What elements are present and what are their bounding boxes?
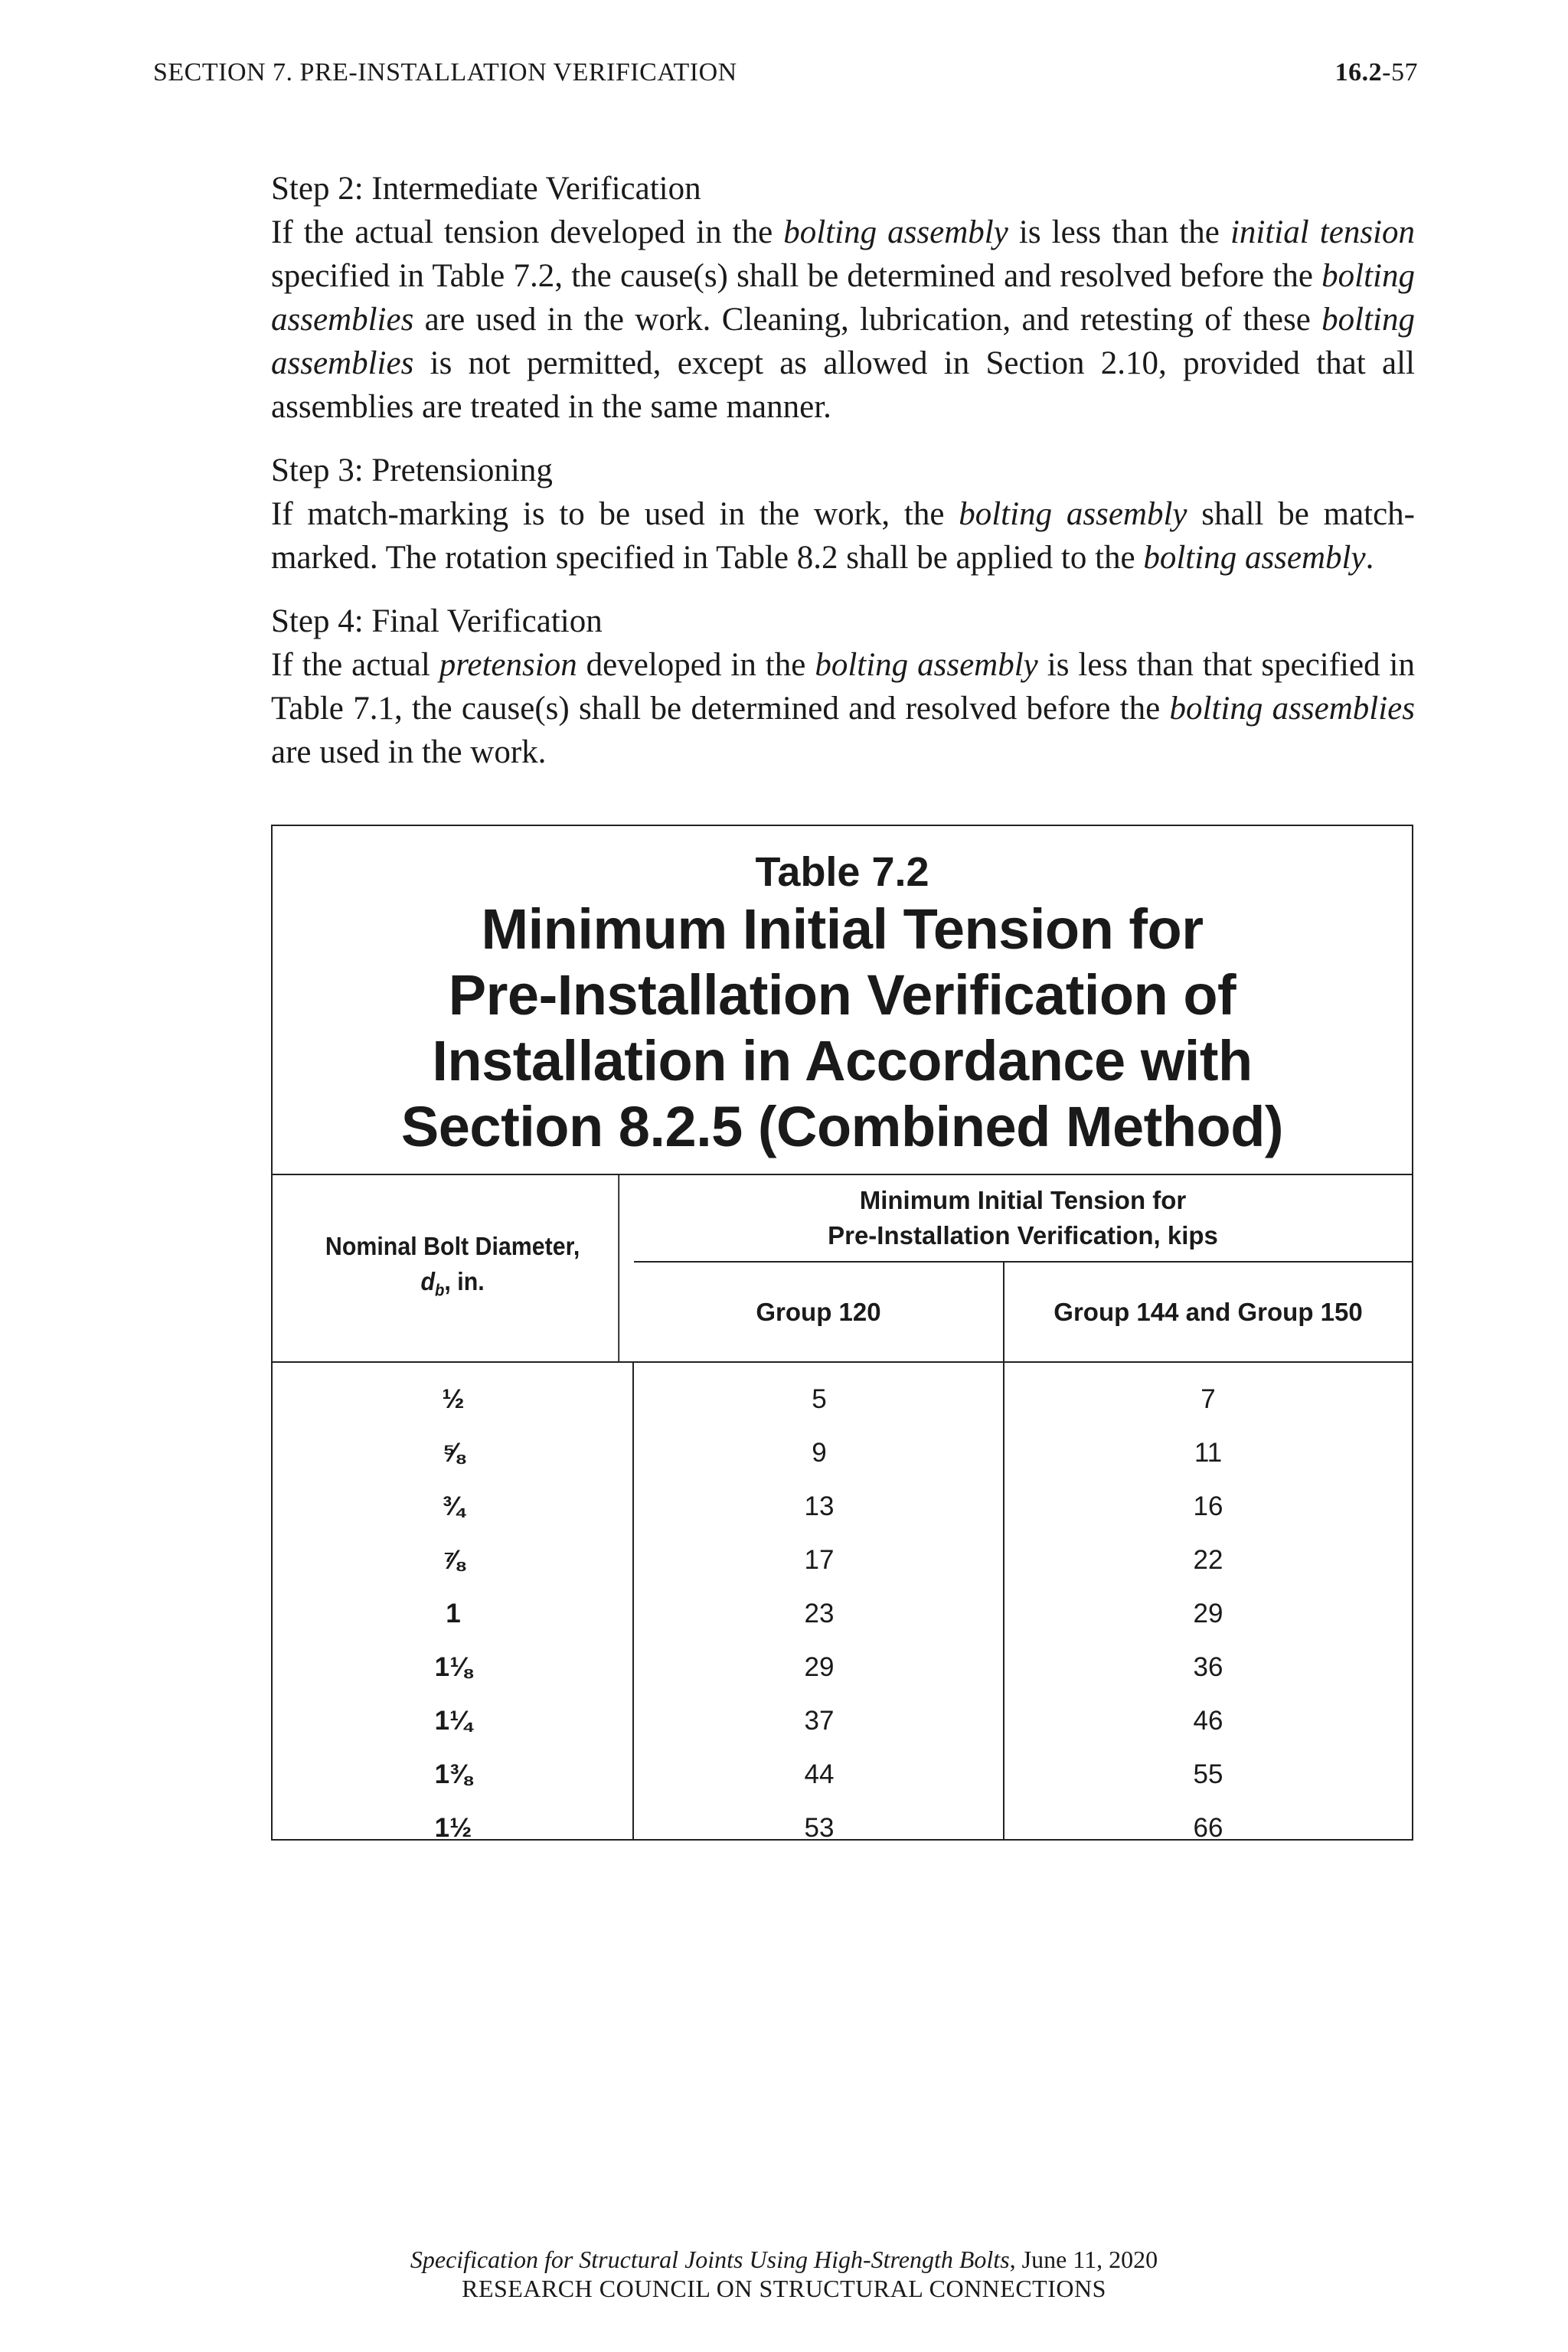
text-run: developed in the xyxy=(577,647,815,683)
table-header xyxy=(273,1175,1412,1363)
group-144-150-cell: 11 xyxy=(1194,1438,1223,1468)
step-block xyxy=(271,449,1415,580)
col-header-line xyxy=(420,1264,484,1308)
col-header-group-144-150: Group 144 and Group 150 xyxy=(1054,1297,1363,1326)
bolt-diameter-cell: 1⅜ xyxy=(434,1759,472,1789)
group-144-150-cell: 22 xyxy=(1193,1545,1223,1575)
group-144-150-cell: 46 xyxy=(1193,1706,1223,1736)
table-7-2 xyxy=(271,825,1413,1841)
page-number-suffix: -57 xyxy=(1382,58,1418,87)
footer-date: , June 11, 2020 xyxy=(1009,2246,1158,2273)
italic-term: bolting assembly xyxy=(783,214,1008,250)
italic-term: pretension xyxy=(439,647,577,683)
diameter-subscript: b xyxy=(435,1280,445,1300)
table-row xyxy=(273,1374,1412,1426)
col-header-line: Nominal Bolt Diameter, xyxy=(325,1231,580,1260)
running-header xyxy=(153,58,1418,87)
diameter-unit: , in. xyxy=(444,1266,485,1295)
table-row xyxy=(273,1749,1412,1801)
step-paragraph xyxy=(271,211,1415,429)
group-144-150-cell: 16 xyxy=(1193,1491,1223,1521)
group-120-cell: 5 xyxy=(812,1384,827,1414)
table-title-line: Pre-Installation Verification of xyxy=(448,963,1236,1027)
bolt-diameter-cell: ½ xyxy=(442,1384,465,1414)
text-run: If the actual tension developed in the xyxy=(271,214,784,250)
step-block xyxy=(271,599,1415,774)
text-run: shall be match-marked. The rotation specified in Table 8.2 shall be applied to the xyxy=(271,496,1416,576)
text-run: If match-marking is to be used in the work, the xyxy=(271,496,959,532)
col-header-line: Pre-Installation Verification, kips xyxy=(828,1221,1218,1250)
footer-publisher: RESEARCH COUNCIL ON STRUCTURAL CONNECTIONS xyxy=(462,2275,1106,2302)
body-text xyxy=(271,167,1415,794)
table-row xyxy=(273,1802,1412,1854)
table-number: Table 7.2 xyxy=(755,849,929,895)
group-144-150-cell: 36 xyxy=(1193,1652,1223,1682)
group-144-150-cell: 29 xyxy=(1193,1599,1223,1628)
table-row xyxy=(273,1534,1412,1586)
group-120-cell: 44 xyxy=(804,1759,835,1789)
group-120-cell: 9 xyxy=(812,1438,827,1468)
table-title-line: Minimum Initial Tension for xyxy=(481,897,1204,961)
table-row xyxy=(273,1695,1412,1747)
text-run: is less than the xyxy=(1008,214,1230,250)
footer-line xyxy=(0,2245,1568,2274)
group-120-cell: 37 xyxy=(804,1706,835,1736)
table-title-line: Installation in Accordance with xyxy=(432,1029,1253,1093)
group-144-150-cell: 7 xyxy=(1200,1384,1216,1414)
group-120-cell: 13 xyxy=(804,1491,835,1521)
table-title-line: Section 8.2.5 (Combined Method) xyxy=(400,1095,1284,1158)
footer-publication: Specification for Structural Joints Using High-Strength Bolts xyxy=(410,2246,1010,2273)
diameter-symbol: d xyxy=(420,1266,436,1295)
col-header-min-initial-tension xyxy=(634,1175,1412,1263)
section-title: SECTION 7. PRE-INSTALLATION VERIFICATION xyxy=(153,58,737,87)
italic-term: bolting assembly xyxy=(1143,540,1366,576)
table-row xyxy=(273,1427,1412,1479)
col-header-group-120: Group 120 xyxy=(634,1263,1004,1361)
page-number-prefix: 16.2 xyxy=(1334,58,1383,87)
italic-term: initial tension xyxy=(1230,214,1415,250)
step-block xyxy=(271,167,1415,429)
text-run: If the actual xyxy=(271,647,439,683)
col-header-bolt-diameter xyxy=(287,1175,619,1361)
step-paragraph xyxy=(271,643,1415,774)
bolt-diameter-cell: ¾ xyxy=(442,1491,465,1521)
bolt-diameter-cell: ⅝ xyxy=(442,1438,465,1468)
table-row xyxy=(273,1481,1412,1533)
bolt-diameter-cell: ⅞ xyxy=(442,1545,465,1575)
text-run: are used in the work. xyxy=(271,734,547,770)
bolt-diameter-cell: 1⅛ xyxy=(434,1652,472,1682)
italic-term: bolting assembly xyxy=(959,496,1187,532)
italic-term: bolting assemblies xyxy=(271,302,1415,381)
bolt-diameter-cell: 1¼ xyxy=(434,1706,472,1736)
text-run: is not permitted, except as allowed in Section 2.10, provided that all assemblies are treated in the same manner. xyxy=(271,345,1415,425)
table-body xyxy=(273,1363,1412,1843)
group-120-cell: 23 xyxy=(804,1599,835,1628)
italic-term: bolting assembly xyxy=(815,647,1038,683)
step-paragraph xyxy=(271,492,1415,580)
italic-term: bolting assemblies xyxy=(271,258,1415,338)
group-120-cell: 53 xyxy=(804,1813,835,1843)
text-run: specified in Table 7.2, the cause(s) shall be determined and resolved before the xyxy=(271,258,1322,294)
group-144-150-cell: 55 xyxy=(1193,1759,1223,1789)
bolt-diameter-cell: 1 xyxy=(446,1599,461,1628)
italic-term: bolting assemblies xyxy=(1169,691,1415,727)
text-run: . xyxy=(1365,540,1374,576)
group-120-cell: 29 xyxy=(804,1652,835,1682)
table-row xyxy=(273,1642,1412,1694)
group-120-cell: 17 xyxy=(804,1545,835,1575)
step-title: Step 2: Intermediate Verification xyxy=(271,171,701,207)
page-footer xyxy=(0,2245,1568,2303)
step-title: Step 4: Final Verification xyxy=(271,603,603,639)
table-title-block xyxy=(273,826,1412,1175)
text-run: are used in the work. Cleaning, lubrication, and retesting of these xyxy=(413,302,1322,338)
page-number xyxy=(1335,58,1418,87)
group-144-150-cell: 66 xyxy=(1193,1813,1223,1843)
bolt-diameter-cell: 1½ xyxy=(434,1813,472,1843)
step-title: Step 3: Pretensioning xyxy=(271,452,553,488)
text-run: is less than that specified in Table 7.1, the cause(s) shall be determined and resolved before the xyxy=(271,647,1416,727)
col-header-line: Minimum Initial Tension for xyxy=(859,1186,1187,1214)
table-row xyxy=(273,1588,1412,1640)
